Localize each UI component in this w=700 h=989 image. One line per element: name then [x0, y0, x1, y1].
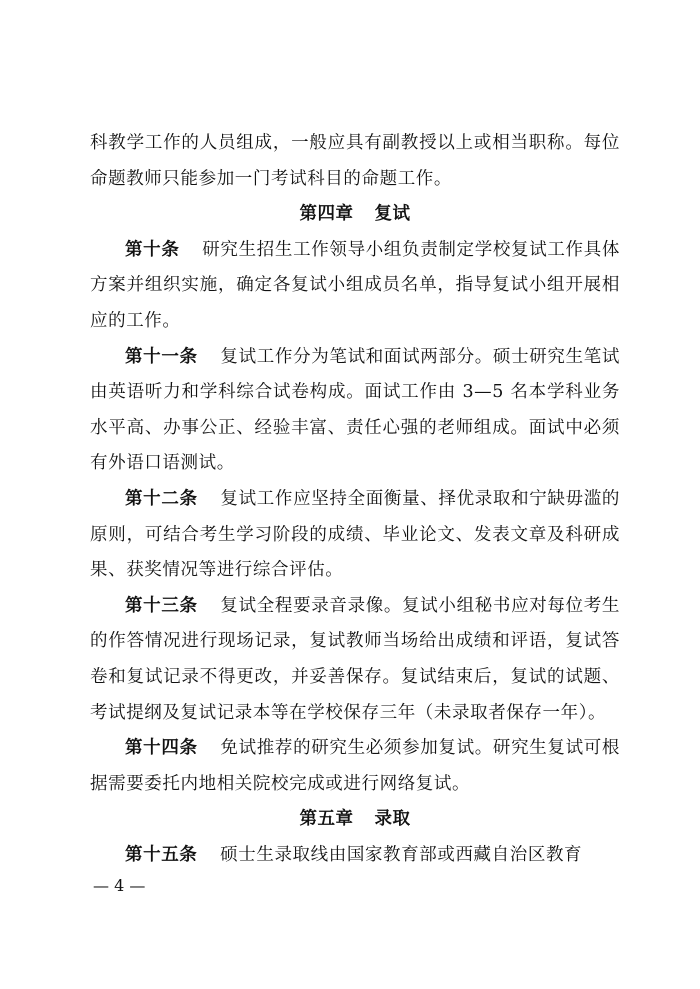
- article-12: [90, 482, 620, 589]
- paragraph-continuation: 科教学工作的人员组成，一般应具有副教授以上或相当职称。每位命题教师只能参加一门考试科目的命题工作。: [90, 133, 620, 189]
- article-10: [90, 233, 620, 340]
- article-text: 复试全程要录音录像。复试小组秘书应对每位考生的作答情况进行现场记录，复试教师当场给出成绩和评语，复试答卷和复试记录不得更改，并妥善保存。复试结束后，复试的试题、考试提纲及复试记录本等在学校保存三年（未录取者保存一年）。: [90, 595, 620, 723]
- chapter-title: 复试: [374, 204, 411, 225]
- chapter-number: 第四章: [299, 204, 354, 225]
- article-label: 第十四条: [125, 738, 198, 759]
- article-text: 硕士生录取线由国家教育部或西藏自治区教育: [220, 844, 583, 865]
- article-13: [90, 589, 620, 731]
- article-text: 复试工作分为笔试和面试两部分。硕士研究生笔试由英语听力和学科综合试卷构成。面试工作由 3—5 名本学科业务水平高、办事公正、经验丰富、责任心强的老师组成。面试中必须有外语口语测试。: [90, 346, 620, 474]
- article-label: 第十一条: [125, 346, 198, 367]
- article-label: 第十三条: [125, 595, 198, 616]
- chapter-title: 录取: [374, 809, 411, 830]
- article-text: 研究生招生工作领导小组负责制定学校复试工作具体方案并组织实施，确定各复试小组成员名单，指导复试小组开展相应的工作。: [90, 239, 620, 331]
- article-15: [90, 838, 620, 874]
- article-14: [90, 731, 620, 802]
- article-label: 第十二条: [125, 488, 198, 509]
- article-text: 免试推荐的研究生必须参加复试。研究生复试可根据需要委托内地相关院校完成或进行网络复试。: [90, 738, 620, 794]
- article-text: 复试工作应坚持全面衡量、择优录取和宁缺毋滥的原则，可结合考生学习阶段的成绩、毕业论文、发表文章及科研成果、获奖情况等进行综合评估。: [90, 488, 620, 581]
- chapter-number: 第五章: [299, 809, 354, 830]
- article-label: 第十条: [125, 239, 180, 260]
- chapter-heading-4: [90, 197, 620, 233]
- article-11: [90, 340, 620, 482]
- page-number: — 4 —: [93, 876, 146, 895]
- article-label: 第十五条: [125, 844, 198, 865]
- chapter-heading-5: [90, 802, 620, 838]
- document-body: [90, 126, 620, 873]
